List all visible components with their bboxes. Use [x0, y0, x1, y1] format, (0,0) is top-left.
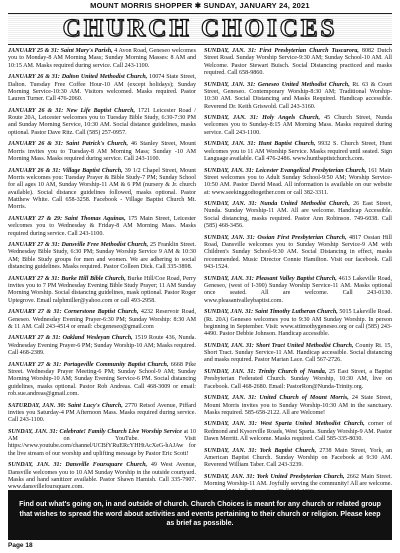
masthead: MOUNT MORRIS SHOPPER ✱ SUNDAY, JANUARY 24, 2021	[90, 1, 310, 10]
listing-details: 2770 Retsof Avenue, Piffard invites you Saturday-4 PM Afternoon Mass. Masks required during service. Call 243-1100.	[8, 402, 196, 424]
listing-details: Rt. 63 & Court Street, Geneseo. Contemporary Worship-8:30 AM; Traditional Worship-10:30 AM. Social Distancing and Masks Required. Handicap accessible. Reverend Dr. Keith Griswold. Call 243-3160.	[204, 81, 392, 110]
church-listing	[204, 343, 392, 365]
listing-heading: SUNDAY, JAN. 31: Holy Angels Church,	[204, 115, 321, 122]
listing-heading: JANUARY 26 & 31: Dalton United Methodist Church,	[8, 74, 148, 81]
listing-heading: SUNDAY, JAN. 31: Saint Timothy Lutheran Church,	[204, 309, 338, 316]
section-title: CHURCH CHOICES	[62, 15, 338, 42]
church-listing	[8, 48, 196, 70]
church-listing	[204, 421, 392, 443]
church-listing	[204, 201, 392, 230]
listing-details: 2662 Main Street. Morning Worship-11 AM. Joyfully serving the community! All are welcome.	[204, 473, 392, 488]
listing-heading: JANUARY 27 & 31: Burke Hill Bible Church,	[8, 275, 126, 282]
church-listing	[204, 395, 392, 417]
listing-heading: JANUARY 26 & 31: New Life Baptist Church,	[8, 107, 135, 114]
church-listing	[204, 168, 392, 197]
listing-details: corner of Redmond and Kysorville Roads, West Sparta. Sunday Worship-9 AM. Pastor Dawn Merritt. All welcome. Masks required. Call 585-335-8030.	[204, 421, 392, 443]
listing-heading: SUNDAY, JAN. 31: Geneseo United Methodist Church,	[204, 81, 350, 88]
church-listing	[204, 276, 392, 305]
listing-details: 25 East Street, a Baptist Presbyterian Federated Church. Sunday Worship, 10:30 AM, live on Facebook. Call 468-2680. Email: PastorRon@Nunda-Trinity.org.	[204, 368, 392, 390]
listing-heading: SUNDAY, JAN. 31: First Presbyterian Church Tuscarora,	[204, 48, 359, 54]
church-listing	[8, 74, 196, 103]
listing-details: 9932 S. Church Street, Hunt welcomes you to 11 AM Worship Service. Masks required until seated. Sign Language available. Call 476-2486. www.huntbaptistchurch.com.	[204, 141, 392, 163]
listing-heading: SUNDAY, JAN. 31: Dansville Foursquare Church,	[8, 462, 148, 469]
listing-details: at 10 AM on YouTube. Visit https://www.youtube.com/channel/UCBfYRuERcYHHtAcXeG-hAJAw for the live stream of our worship and uplifting message by Pastor Eric Scott!	[8, 428, 196, 457]
listing-details: 4232 Reservoir Road, Geneseo. Wednesday Evening Prayer-6:30 PM; Sunday Worship: 8:30 AM & 11 AM. Call 243-4514 or email: cbcgeneseo@gmail.com	[8, 309, 196, 330]
listing-heading: SUNDAY, JAN. 31: York United Presbyterian Church,	[204, 473, 345, 480]
listing-heading: SUNDAY, JAN. 31: Hunt Baptist Church,	[204, 141, 316, 148]
listing-heading: JANUARY 27 & 31: Cornerstone Baptist Church,	[8, 309, 139, 316]
listing-heading: JANUARY 26 & 31: Saint Patrick's Church,	[8, 141, 129, 148]
listing-heading: SATURDAY, JAN. 30: Saint Lucy's Church,	[8, 402, 123, 409]
listing-heading: JANUARY 27 & 31: Oakland Wesleyan Church,	[8, 335, 133, 342]
listing-heading: SUNDAY, JAN. 31: Pleasant Valley Baptist Church,	[204, 275, 337, 282]
footer-notice	[8, 490, 392, 540]
listing-heading: JANUARY 27 & 31: Dansville Free Methodist Church,	[8, 242, 149, 249]
church-listing	[8, 403, 196, 425]
church-listing	[204, 309, 392, 338]
page-number: Page 18	[8, 542, 33, 549]
church-listing	[8, 429, 196, 458]
listing-details: 39 1/2 Chapel Street, Mount Morris welcomes you: Tuesday Prayer & Bible Study-7 PM; Sunday School for all ages 10 AM, Sunday Worship-11 AM & 6 PM (nursery & Jr. church available). Social distance guidelines followed, masks optional. Pastor Matthew White. Call 658-3258. Facebook - Village Baptist Church Mt. Morris.	[8, 167, 196, 211]
listing-heading: SUNDAY, JAN. 31: Leicester Evangelical Presbyterian Church,	[204, 167, 367, 174]
listing-details: 1519 Route 436, Nunda. Wednesday Evening Prayer-6 PM; Sunday Worship-10 AM; Masks required. Call 468-2389.	[8, 335, 196, 357]
listing-details: 10074 State Street, Dalton. Tuesday Free Coffee Hour-10 AM (except holidays); Sunday Morning Service-10:30 AM. Visitors welcomed. Masks required. Pastor Lauren Turner. Call 476-2060.	[8, 74, 196, 103]
church-listing	[204, 141, 392, 163]
church-listing	[8, 335, 196, 357]
listing-details: 46 Stanley Street, Mount Morris invites you to Tuesday-8 AM Morning Mass; Sunday -10 AM Morning Mass. Masks required during service. Call 243-1100.	[8, 141, 196, 163]
church-listing	[8, 242, 196, 271]
listing-details: 8082 Dutch Street Road. Sunday Worship Service-9:30 AM; Sunday School-10 AM. All Welcome. Pastor Stewart Buisch. Social Distancing practiced and masks required. Call 658-9860.	[204, 48, 392, 77]
listing-heading: JANUARY 27 & 31: Portageville Community Baptist Church,	[8, 361, 169, 368]
listing-heading: SUNDAY, JAN. 31: West Sparta United Methodist Church,	[204, 421, 365, 428]
listing-details: County Rt. 15, Short Tract. Sunday Service-11 AM. Handicap accessible. Social distancing and masks required. Pastor Marian Lace. Call 567-2726.	[204, 342, 392, 364]
left-column	[8, 48, 197, 491]
listing-details: 4613 Lakeville Road, Geneseo, (west of I-390) Sunday Worship Service-11 AM. Masks optional once seated. All are welcome. Call 243-0130. www.pleasantvalleybaptist.com.	[204, 275, 392, 304]
listing-details: 24 State Street, Mount Morris invites you to Sunday Worship-10:30 AM in the sanctuary. Masks required. 585-658-2122. All are Welcome!	[204, 395, 392, 416]
church-listing	[8, 168, 196, 212]
listings-columns	[8, 48, 393, 491]
listing-heading: SUNDAY, JAN. 31: Celebrate! Family Church Live Worship Service	[8, 428, 182, 435]
listing-details: 4 Avon Road, Geneseo welcomes you to Monday-8 AM Morning Mass; Sunday Morning Masses: 8 AM and 10:15 AM. Masks required during service. Call 243-1100.	[8, 48, 196, 69]
listing-details: 45 Church Street, Nunda welcomes you to Sunday-8:15 AM Morning Mass. Masks required during service. Call 243-1100.	[204, 115, 392, 136]
listing-details: Burke Hill/Coe Road, Perry invites you to 7 PM Wednesday Evening Bible Study Prayer; 11 AM Sunday Morning Worship. Social distancing guidelines, mask optional. Pastor Roger Uptegrove. Email ralphmiller@yahoo.com or call 493-2958.	[8, 275, 197, 304]
listing-details: 5015 Lakeville Road. (Rt. 20A) Geneseo welcomes you to 9:30 AM Sunday Worship. In person beginning in September. Visit: www.sttimothygeneseo.org or call (585) 243-4490. Pastor Debbie Johnson. Handicap accessible.	[204, 309, 392, 338]
listing-details: 25 Franklin Street. Wednesday Bible Study, 6:30 PM; Sunday Worship Service 9 AM & 10:30 AM; Bible Study groups for men and women. We are adhering to social distancing guidelines. Masks required. Pastor Colleen Dick. Call 335-3898.	[8, 242, 196, 271]
church-listing	[8, 309, 196, 331]
church-listing	[8, 108, 196, 137]
listing-heading: JANUARY 26 & 31: Village Baptist Church,	[8, 167, 123, 174]
listing-heading: SUNDAY, JAN. 31: Nunda United Methodist Church,	[204, 201, 350, 208]
church-listing	[204, 369, 392, 391]
listing-heading: SUNDAY, JAN. 31: Short Tract United Methodist Church,	[204, 342, 354, 349]
church-listing	[204, 115, 392, 137]
church-listing	[8, 276, 196, 305]
listing-heading: JANUARY 25 & 31: Saint Mary's Parish,	[8, 48, 113, 54]
listing-heading: SUNDAY, JAN. 31: York Baptist Church,	[204, 447, 317, 454]
church-listing	[204, 82, 392, 111]
church-listing	[8, 362, 196, 399]
listing-details: 175 Main Street, Leicester welcomes you to Wednesday & Friday-8 AM Morning Mass. Masks required during service. Call 243-1100.	[8, 215, 196, 237]
church-listing	[204, 448, 392, 470]
listing-details: 49 West Avenue, Dansville welcomes you to 10 AM Sunday Worship in the outside courtyard. Masks and hand sanitizer available. Pastor Shawn Hamish. Call 335-7907. www.dansvillefoursquare.com.	[8, 462, 196, 491]
church-listing	[8, 141, 196, 163]
listing-details: 26 East Street, Nunda. Sunday Worship-11 AM. All are welcome. Handicap Accessible. Social distancing, masks required. Pastor Ann Robinson. 749-6038. Call (585) 468-3456.	[204, 201, 392, 230]
listing-heading: SUNDAY, JAN. 31: Ossian First Presbyterian Church,	[204, 234, 347, 241]
listing-details: 4817 Ossian Hill Road, Dansville welcomes you to Sunday Worship Service-9 AM with Children's Sunday School-9:30 AM. Social Distancing in effect, masks recommended. Music Director Connie Hamilton. Visit our facebook. Call 943-1524.	[204, 234, 393, 271]
right-column	[204, 48, 392, 486]
church-listing	[8, 462, 196, 491]
listing-heading: SUNDAY, JAN. 31: Trinity Church of Nunda,	[204, 368, 327, 375]
section-banner	[8, 13, 392, 45]
listing-heading: SUNDAY, JAN. 31: United Church of Mount Morris,	[204, 395, 349, 402]
listing-details: 1721 Leicester Road / Route 20A, Leicester welcomes you to Tuesday Bible Study, 6:30-7:30 PM and Sunday Morning Service, 10:30 AM. Social distance guidelines, masks optional. Pastor Dave Ritz. Call (585) 257-0957.	[8, 107, 196, 136]
listing-details: 2738 Main Street, York, an American Baptist Church. Sunday Worship on Facebook at 9:30 AM. Reverend William Taber. Call 243-3239.	[204, 447, 392, 469]
listing-heading: JANUARY 27 & 29: Saint Thomas Aquinas,	[8, 215, 126, 222]
listing-details: 161 Main Street welcomes you to Adult Sunday School-9:50 AM; Worship Service-10:50 AM. Pastor David Mead. All information is available on our website at: www.seekinggodtogether.com or call 382-3311.	[204, 167, 392, 196]
listing-details: 6668 Pike Street. Wednesday Prayer Meeting-6 PM; Sunday School-9 AM; Sunday Morning Worship-10 AM; Sunday Evening Service-6 PM. Social distancing guidelines, masks optional. Pastor Rob Andreas. Call 468-3009 or email: rob.sue.andreas@gmail.com.	[8, 361, 196, 397]
church-listing	[204, 235, 392, 272]
church-listing	[204, 48, 392, 77]
footer-text: Find out what's going on, in and outside of church. Church Choices is meant for any church or related group that wishes to spread the word about activities and events pertaining to their church or religion. Please keep as brief as possible.	[19, 501, 381, 527]
church-listing	[8, 216, 196, 238]
